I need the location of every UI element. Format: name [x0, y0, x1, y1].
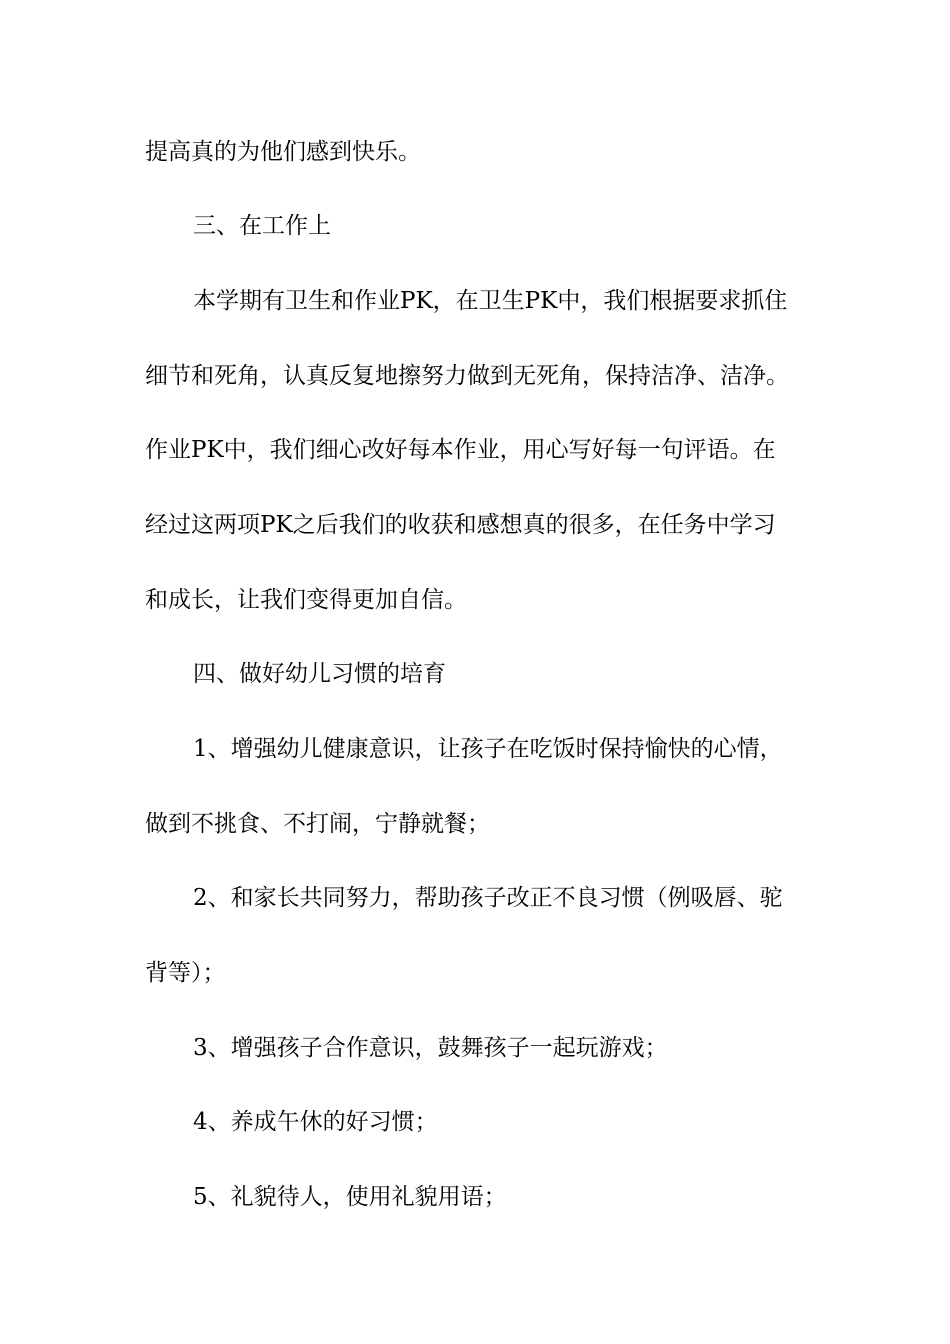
list-item-line: 背等）； — [145, 960, 226, 986]
section-heading: 三、在工作上 — [193, 213, 331, 239]
paragraph-line: 提高真的为他们感到快乐。 — [145, 139, 421, 165]
list-item-line: 1、增强幼儿健康意识，让孩子在吃饭时保持愉快的心情， — [193, 736, 783, 762]
list-item-line: 3、增强孩子合作意识，鼓舞孩子一起玩游戏； — [193, 1035, 668, 1061]
list-item-line: 5、礼貌待人，使用礼貌用语； — [193, 1184, 507, 1210]
paragraph-line: 经过这两项PK之后我们的收获和感想真的很多，在任务中学习 — [145, 512, 776, 538]
list-item-line: 做到不挑食、不打闹，宁静就餐； — [145, 811, 490, 837]
paragraph-line: 和成长，让我们变得更加自信。 — [145, 587, 467, 613]
list-item-line: 2、和家长共同努力，帮助孩子改正不良习惯（例吸唇、驼 — [193, 885, 783, 911]
section-heading: 四、做好幼儿习惯的培育 — [193, 661, 446, 687]
paragraph-line: 本学期有卫生和作业PK，在卫生PK中，我们根据要求抓住 — [193, 288, 788, 314]
paragraph-line: 作业PK中，我们细心改好每本作业，用心写好每一句评语。在 — [145, 437, 776, 463]
paragraph-line: 细节和死角，认真反复地擦努力做到无死角，保持洁净、洁净。 — [145, 363, 789, 389]
list-item-line: 4、养成午休的好习惯； — [193, 1109, 438, 1135]
